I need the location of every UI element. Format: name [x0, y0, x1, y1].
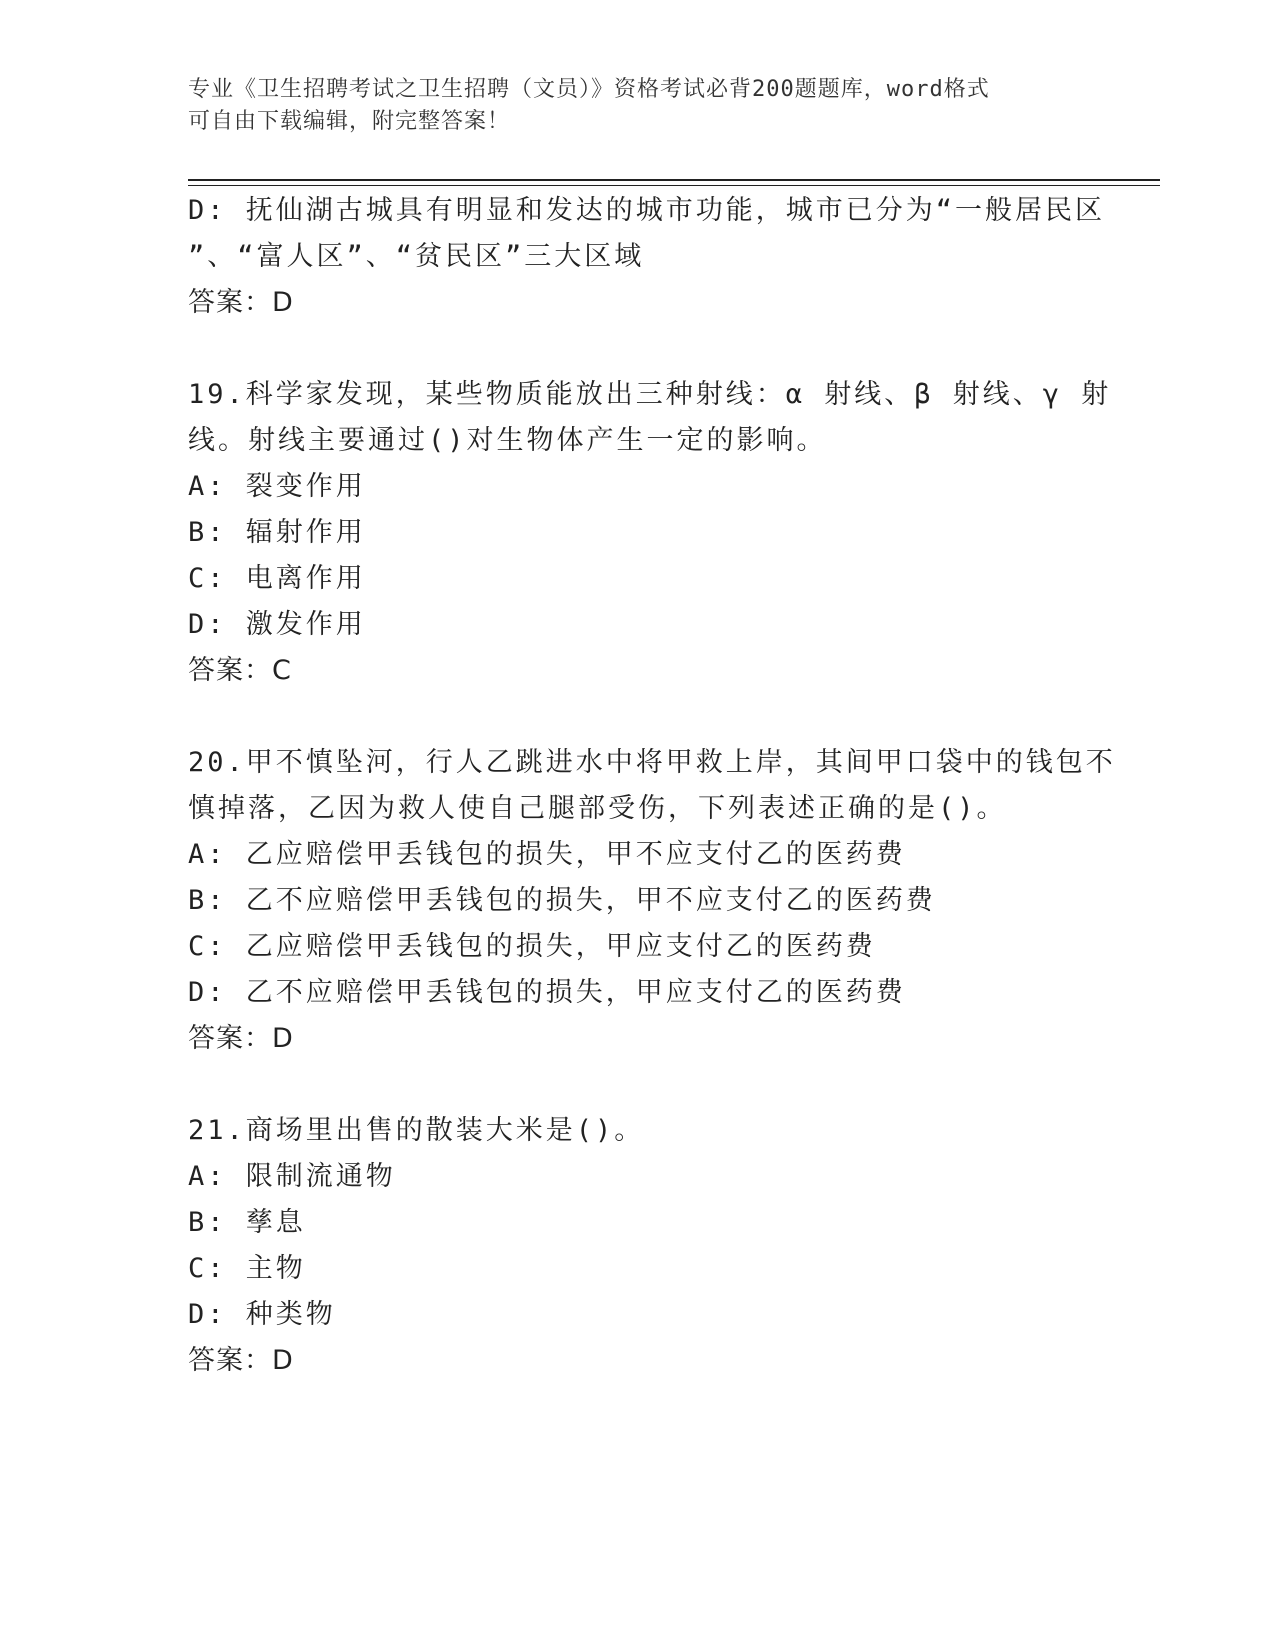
answer: 答案：D	[188, 287, 294, 318]
option-b: B: 孳息	[188, 1207, 306, 1238]
option-d: D: 乙不应赔偿甲丢钱包的损失，甲应支付乙的医药费	[188, 977, 906, 1008]
option-a: A: 乙应赔偿甲丢钱包的损失，甲不应支付乙的医药费	[188, 839, 906, 870]
option-d-line-1: D: 抚仙湖古城具有明显和发达的城市功能，城市已分为“一般居民区	[188, 195, 1106, 226]
option-a: A: 限制流通物	[188, 1161, 396, 1192]
option-d: D: 种类物	[188, 1299, 336, 1330]
question-stem-line-2: 线。射线主要通过()对生物体产生一定的影响。	[188, 425, 827, 456]
header-divider-thin	[188, 185, 1160, 186]
question-stem-line-2: 慎掉落，乙因为救人使自己腿部受伤，下列表述正确的是()。	[188, 793, 1007, 824]
question-list	[188, 188, 1116, 1384]
answer: 答案：C	[188, 655, 292, 686]
option-c: C: 主物	[188, 1253, 306, 1284]
answer: 答案：D	[188, 1023, 294, 1054]
question-stem-line-1: 21.商场里出售的散装大米是()。	[188, 1115, 645, 1146]
option-b: B: 辐射作用	[188, 517, 366, 548]
option-c: C: 电离作用	[188, 563, 366, 594]
option-d: D: 激发作用	[188, 609, 366, 640]
option-a: A: 裂变作用	[188, 471, 366, 502]
header-line-2: 可自由下载编辑，附完整答案！	[188, 109, 511, 134]
option-c: C: 乙应赔偿甲丢钱包的损失，甲应支付乙的医药费	[188, 931, 876, 962]
question-stem-line-1: 20.甲不慎坠河，行人乙跳进水中将甲救上岸，其间甲口袋中的钱包不	[188, 747, 1116, 778]
question-stem-line-1: 19.科学家发现，某些物质能放出三种射线：α 射线、β 射线、γ 射	[188, 379, 1112, 410]
document-header	[188, 74, 1088, 138]
header-divider-thick	[188, 179, 1160, 181]
question-20	[188, 740, 1116, 1062]
question-21	[188, 1108, 1088, 1384]
option-b: B: 乙不应赔偿甲丢钱包的损失，甲不应支付乙的医药费	[188, 885, 936, 916]
answer: 答案：D	[188, 1345, 294, 1376]
header-line-1: 专业《卫生招聘考试之卫生招聘（文员）》资格考试必背200题题库，word格式	[188, 77, 990, 102]
question-18-tail	[188, 188, 1106, 326]
question-19	[188, 372, 1112, 694]
option-d-line-2: ”、“富人区”、“贫民区”三大区域	[188, 241, 645, 272]
